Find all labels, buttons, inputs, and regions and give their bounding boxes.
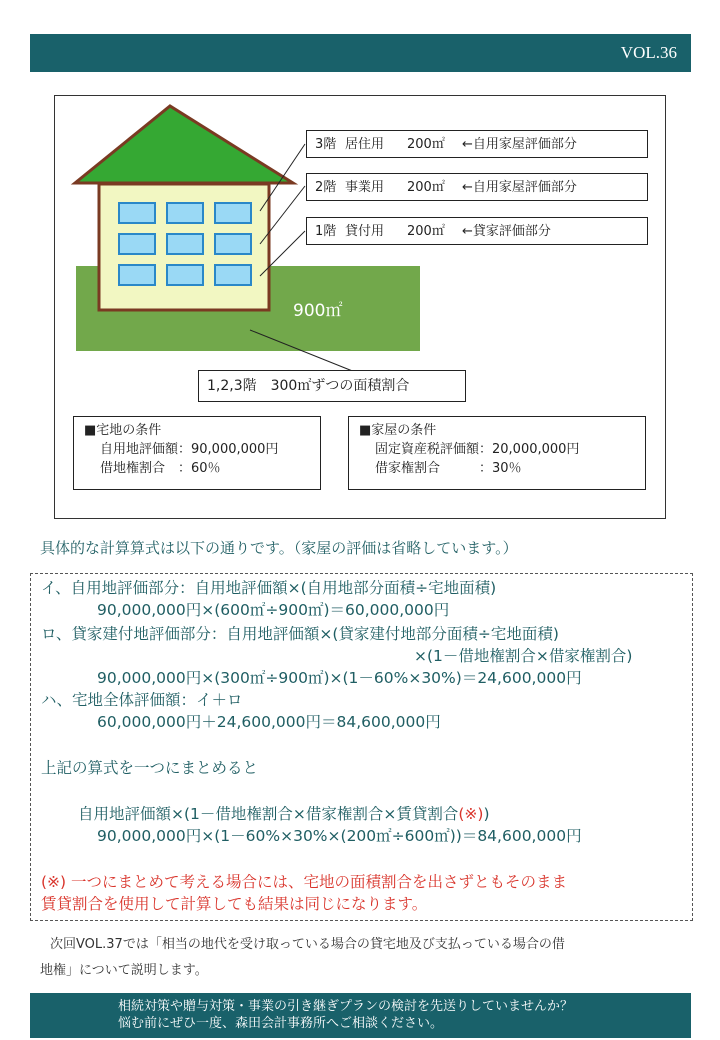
combine-intro: 上記の算式を一つにまとめると: [41, 759, 259, 777]
asterisk-ref: (※): [458, 805, 484, 823]
formula-ha-calc: 60,000,000円＋24,600,000円＝84,600,000円: [97, 713, 441, 731]
formula-ro-title-cont: ×(1－借地権割合×借家権割合): [414, 647, 633, 665]
land-conditions-title: ■宅地の条件: [84, 423, 162, 438]
note-line-1: (※) 一つにまとめて考える場合には、宅地の面積割合を出さずともそのまま: [41, 873, 568, 891]
house-condition-value: 固定資産税評価額：20,000,000円: [375, 442, 580, 457]
formula-ha-title: ハ、宅地全体評価額：イ＋ロ: [41, 691, 243, 709]
footer-text: 相続対策や贈与対策・事業の引き継ぎプランの検討を先送りしていませんか？ 悩む前にぜひ一度、森田会計事務所へご相談ください。: [118, 999, 574, 1031]
combined-formula: 自用地評価額×(1－借地権割合×借家権割合×賃貸割合(※)): [78, 805, 490, 823]
formula-ro-calc: 90,000,000円×(300㎡÷900㎡)×(1－60%×30%)＝24,600,000円: [97, 669, 582, 687]
note-line-2: 賃貸割合を使用して計算しても結果は同じになります。: [41, 895, 428, 913]
header-bar: [30, 34, 691, 72]
land-area-label: 900㎡: [293, 301, 343, 321]
intro-text: 具体的な計算算式は以下の通りです。（家屋の評価は省略しています。）: [40, 539, 518, 557]
footer-bar: [30, 993, 691, 1038]
formula-i-calc: 90,000,000円×(600㎡÷900㎡)＝60,000,000円: [97, 601, 450, 619]
land-condition-ratio: 借地権割合 ：60％: [100, 461, 221, 476]
land-condition-value: 自用地評価額：90,000,000円: [100, 442, 279, 457]
floor2-label: 2階 事業用 200㎡ ←自用家屋評価部分: [306, 173, 648, 201]
floor1-label: 1階 貸付用 200㎡ ←貸家評価部分: [306, 217, 648, 245]
roof: [75, 106, 293, 183]
floor3-label: 3階 居住用 200㎡ ←自用家屋評価部分: [306, 130, 648, 158]
windows: [119, 203, 251, 285]
house-conditions-title: ■家屋の条件: [359, 423, 437, 438]
formula-box: [30, 573, 693, 921]
house-condition-ratio: 借家権割合 ：30％: [375, 461, 522, 476]
next-issue-text: 次回VOL.37では「相当の地代を受け取っている場合の貸宅地及び支払っている場合の借 地権」について説明します。: [40, 937, 565, 978]
formula-ro-title: ロ、貸家建付地評価部分：自用地評価額×(貸家建付地部分面積÷宅地面積): [41, 625, 559, 643]
formula-i-title: イ、自用地評価部分：自用地評価額×(自用地部分面積÷宅地面積): [41, 579, 497, 597]
land-conditions-box: [73, 416, 321, 490]
figure-frame: [54, 95, 666, 519]
combined-calc: 90,000,000円×(1－60%×30%×(200㎡÷600㎡))＝84,600,000円: [97, 827, 582, 845]
area-ratio-label: 1,2,3階 300㎡ずつの面積割合: [198, 370, 466, 402]
house-conditions-box: [348, 416, 646, 490]
volume-number: VOL.36: [620, 43, 677, 62]
